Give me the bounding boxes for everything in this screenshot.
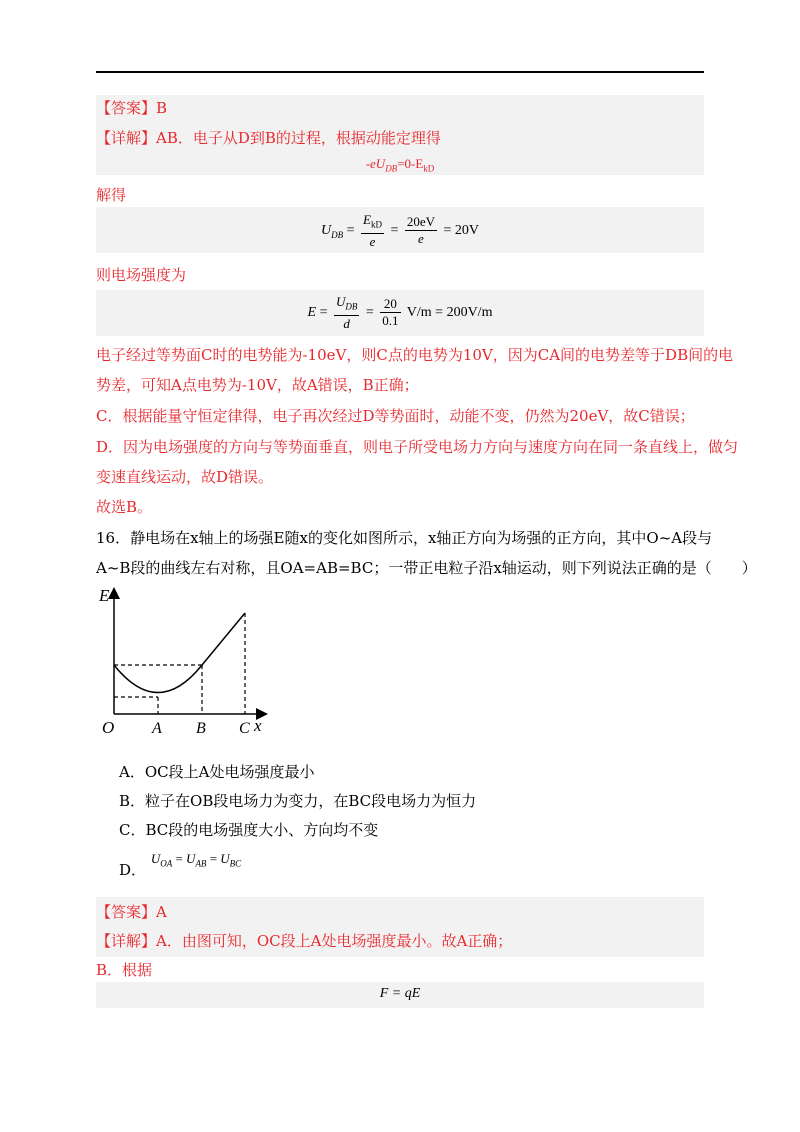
e-x-graph — [96, 585, 276, 740]
detail-2-b: B．根据 — [96, 961, 153, 979]
para-3-line-1: D．因为电场强度的方向与等势面垂直，则电子所受电场力方向与速度方向在同一条直线上，做匀 — [96, 438, 739, 456]
answer-1: 【答案】B — [96, 99, 168, 117]
curve — [114, 613, 245, 693]
para-1-line-2: 势差，可知A点电势为-10V，故A错误，B正确； — [96, 376, 419, 394]
detail-1-intro: 【详解】AB．电子从D到B的过程，根据动能定理得 — [96, 129, 441, 147]
option-a: A．OC段上A处电场强度最小 — [119, 763, 315, 781]
option-d: D． $U_{OA} = U_{AB} = U_{BC}$ — [119, 851, 242, 879]
header-rule — [96, 71, 704, 73]
x-label: x — [254, 716, 262, 735]
option-c: C．BC段的电场强度大小、方向均不变 — [119, 821, 379, 839]
question-16-line-2: A~B段的曲线左右对称，且OA=AB=BC；一带正电粒子沿x轴运动，则下列说法正确的是（ ） — [96, 559, 757, 577]
tick-a: A — [152, 720, 162, 737]
tick-b: B — [196, 720, 206, 737]
equation-kinetic: $-eU_{DB}=0-E_{kD}$ — [365, 156, 435, 174]
field-label: 则电场强度为 — [96, 266, 187, 284]
origin-label: O — [102, 718, 115, 737]
detail-2: 【详解】A．由图可知，OC段上A处电场强度最小。故A正确； — [96, 932, 513, 950]
equation-udb: $U_{DB}$ = $\frac{E_{kD}}{e}$ = $\frac{20eV}{e}$ = 20V — [320, 212, 480, 249]
answer-2: 【答案】A — [96, 903, 167, 921]
question-16-line-1: 16．静电场在x轴上的场强E随x的变化如图所示，x轴正方向为场强的正方向，其中O~A段与 — [96, 529, 713, 547]
equation-e: E = $\frac{U_{DB}}{d}$ = $\frac{20}{0.1}$ V/m = 200V/m — [307, 294, 493, 331]
para-3-line-2: 变速直线运动，故D错误。 — [96, 468, 274, 486]
para-1-line-1: 电子经过等势面C时的电势能为-10eV，则C点的电势为10V，因为CA间的电势差等于DB间的电 — [96, 346, 734, 364]
conclusion-1: 故选B。 — [96, 498, 153, 516]
equation-f: F = qE — [379, 986, 421, 1001]
para-2: C．根据能量守恒定律得，电子再次经过D等势面时，动能不变，仍然为20eV，故C错误； — [96, 407, 695, 425]
y-label: E — [99, 586, 110, 605]
tick-c: C — [239, 720, 250, 737]
option-b: B．粒子在OB段电场力为变力，在BC段电场力为恒力 — [119, 792, 477, 810]
solve-label: 解得 — [96, 186, 127, 204]
